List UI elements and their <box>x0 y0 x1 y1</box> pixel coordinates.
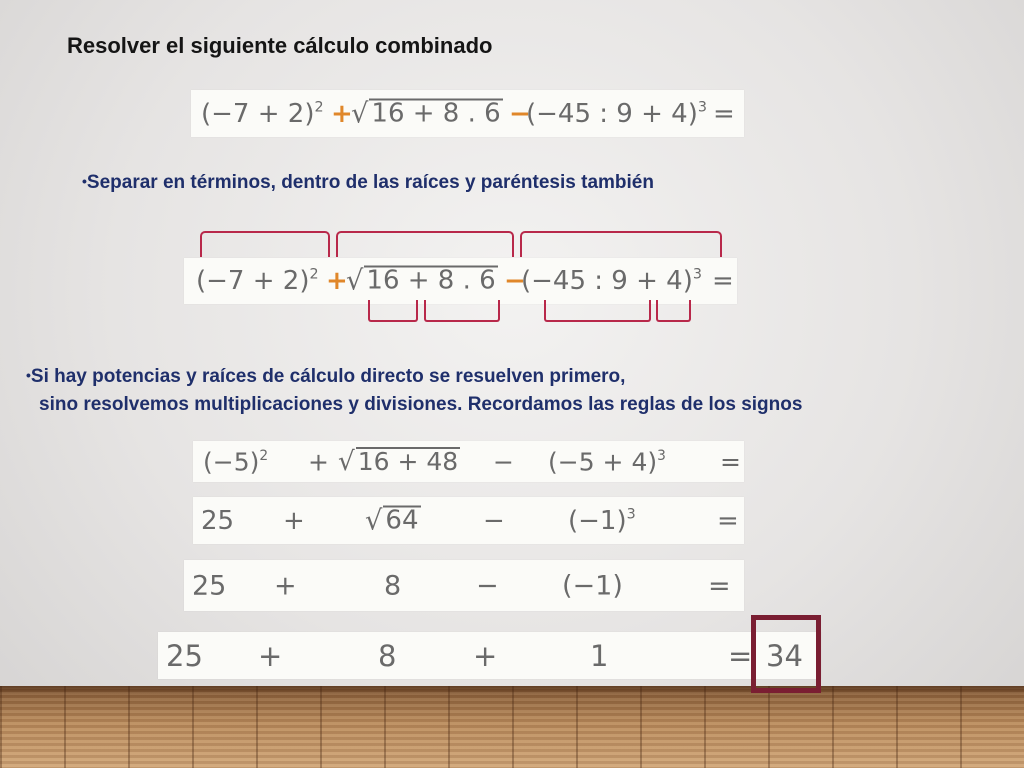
step-term-1: $(-5)^2$ <box>203 447 269 476</box>
step-operator-2: + <box>473 638 498 673</box>
step-equals: = <box>728 638 753 673</box>
step-operator-1: + <box>283 505 305 536</box>
step-4-expression <box>158 632 821 679</box>
step-term-3: $(-1)^3$ <box>568 505 636 536</box>
step-3-expression <box>184 560 744 611</box>
final-result: 34 <box>766 638 803 673</box>
subterm-bracket-4 <box>656 300 691 322</box>
operator-plus: + <box>331 98 353 129</box>
step-equals: = <box>708 570 731 601</box>
step-operator-1: + <box>258 638 283 673</box>
operator-minus: − <box>504 266 526 296</box>
wood-floor-decoration <box>0 686 1024 768</box>
step-term-1: 25 <box>201 505 235 536</box>
term-bracket-3 <box>520 231 722 257</box>
term-1: $(-7 + 2)^2$ <box>201 98 324 129</box>
term-3: (−45 : 9 + 4)$^3$ <box>526 98 707 129</box>
slide-title: Resolver el siguiente cálculo combinado <box>67 33 493 58</box>
operator-minus: − <box>509 98 531 129</box>
step-term-3: $(-5 + 4)^3$ <box>548 447 666 476</box>
term-bracket-2 <box>336 231 514 257</box>
step-operator-1: + <box>308 447 329 476</box>
step-operator-1: + <box>274 570 297 601</box>
step-term-3: (−1) <box>562 570 623 601</box>
step-1-expression <box>193 441 744 482</box>
separated-expression <box>184 258 737 304</box>
equals-sign: = <box>713 98 735 129</box>
equals-sign: = <box>712 266 734 296</box>
step-term-1: 25 <box>166 638 203 673</box>
subterm-bracket-45div9 <box>544 300 651 322</box>
step-term-1: 25 <box>192 570 227 601</box>
step-equals: = <box>717 505 739 536</box>
term-2: √ 16 + 8 . 6 <box>346 265 496 297</box>
subterm-bracket-16 <box>368 300 418 322</box>
step-term-2: √ 16 + 48 <box>338 446 459 477</box>
original-expression <box>191 90 744 137</box>
result-highlight-box <box>751 615 821 693</box>
bullet-continuation: sino resolvemos multiplicaciones y divisiones. Recordamos las reglas de los signos <box>39 394 803 415</box>
step-operator-2: − <box>483 505 505 536</box>
term-1: $(-7 + 2)^2$ <box>196 266 319 296</box>
step-term-3: 1 <box>590 638 609 673</box>
step-equals: = <box>720 447 741 476</box>
operator-plus: + <box>326 266 348 296</box>
subterm-bracket-8x6 <box>424 300 500 322</box>
step-term-2: 8 <box>378 638 397 673</box>
step-term-2: 8 <box>384 570 402 601</box>
step-term-2: √ 64 <box>365 505 419 536</box>
term-2: √ 16 + 8 . 6 <box>351 98 501 129</box>
bullet-separate-terms: •Separar en términos, dentro de las raíces y paréntesis también <box>82 172 654 193</box>
bullet-direct-calculation: •Si hay potencias y raíces de cálculo directo se resuelven primero, <box>26 366 626 387</box>
step-operator-2: − <box>476 570 499 601</box>
step-operator-2: − <box>493 447 514 476</box>
step-2-expression <box>193 497 744 544</box>
term-3: (−45 : 9 + 4)$^3$ <box>521 266 702 296</box>
term-bracket-1 <box>200 231 330 257</box>
